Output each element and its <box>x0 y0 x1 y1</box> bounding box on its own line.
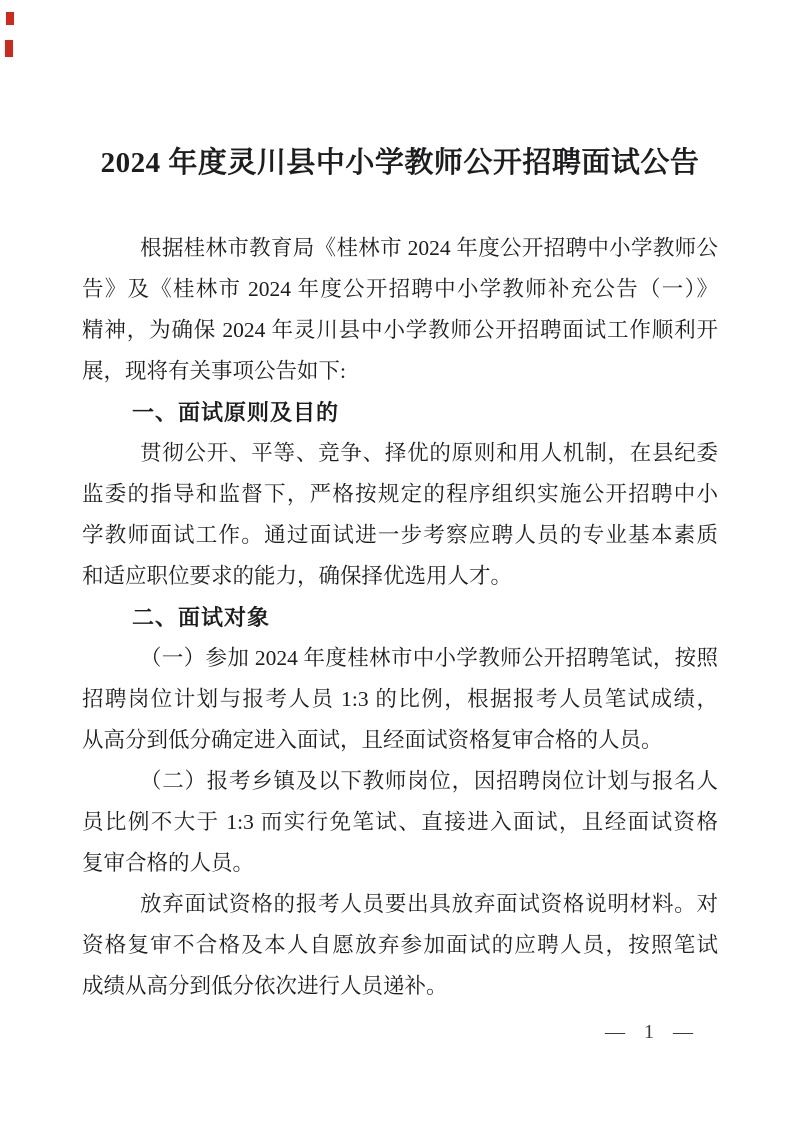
text-line: 精神，为确保 2024 年灵川县中小学教师公开招聘面试工作顺利开 <box>82 318 718 342</box>
text-line: 监委的指导和监督下，严格按规定的程序组织实施公开招聘中小 <box>82 482 718 506</box>
text-line: 复审合格的人员。 <box>82 851 255 875</box>
page-number: — 1 — <box>605 1021 693 1043</box>
document-title: 2024 年度灵川县中小学教师公开招聘面试公告 <box>100 147 700 179</box>
text-line: 和适应职位要求的能力，确保择优选用人才。 <box>82 564 513 588</box>
text-line: 根据桂林市教育局《桂林市 2024 年度公开招聘中小学教师公 <box>140 236 718 260</box>
text-line: 招聘岗位计划与报考人员 1:3 的比例，根据报考人员笔试成绩， <box>82 687 718 711</box>
document-body <box>82 228 718 1007</box>
red-scan-artifact-bottom <box>5 40 13 57</box>
text-line: 成绩从高分到低分依次进行人员递补。 <box>82 974 448 998</box>
text-line: 放弃面试资格的报考人员要出具放弃面试资格说明材料。对 <box>140 892 718 916</box>
text-line: 告》及《桂林市 2024 年度公开招聘中小学教师补充公告（一）》 <box>82 277 718 301</box>
text-line: 学教师面试工作。通过面试进一步考察应聘人员的专业基本素质 <box>82 523 718 547</box>
red-scan-artifact-top <box>6 12 14 25</box>
text-line: 贯彻公开、平等、竞争、择优的原则和用人机制，在县纪委 <box>140 441 718 465</box>
section-heading: 二、面试对象 <box>132 605 271 630</box>
text-line: 员比例不大于 1:3 而实行免笔试、直接进入面试，且经面试资格 <box>82 810 718 834</box>
text-line: （二）报考乡镇及以下教师岗位，因招聘岗位计划与报名人 <box>140 769 718 793</box>
text-line: 展，现将有关事项公告如下: <box>82 359 346 383</box>
text-line: 资格复审不合格及本人自愿放弃参加面试的应聘人员，按照笔试 <box>82 933 718 957</box>
text-line: （一）参加 2024 年度桂林市中小学教师公开招聘笔试，按照 <box>140 646 718 670</box>
section-heading: 一、面试原则及目的 <box>132 400 340 425</box>
text-line: 从高分到低分确定进入面试，且经面试资格复审合格的人员。 <box>82 728 663 752</box>
